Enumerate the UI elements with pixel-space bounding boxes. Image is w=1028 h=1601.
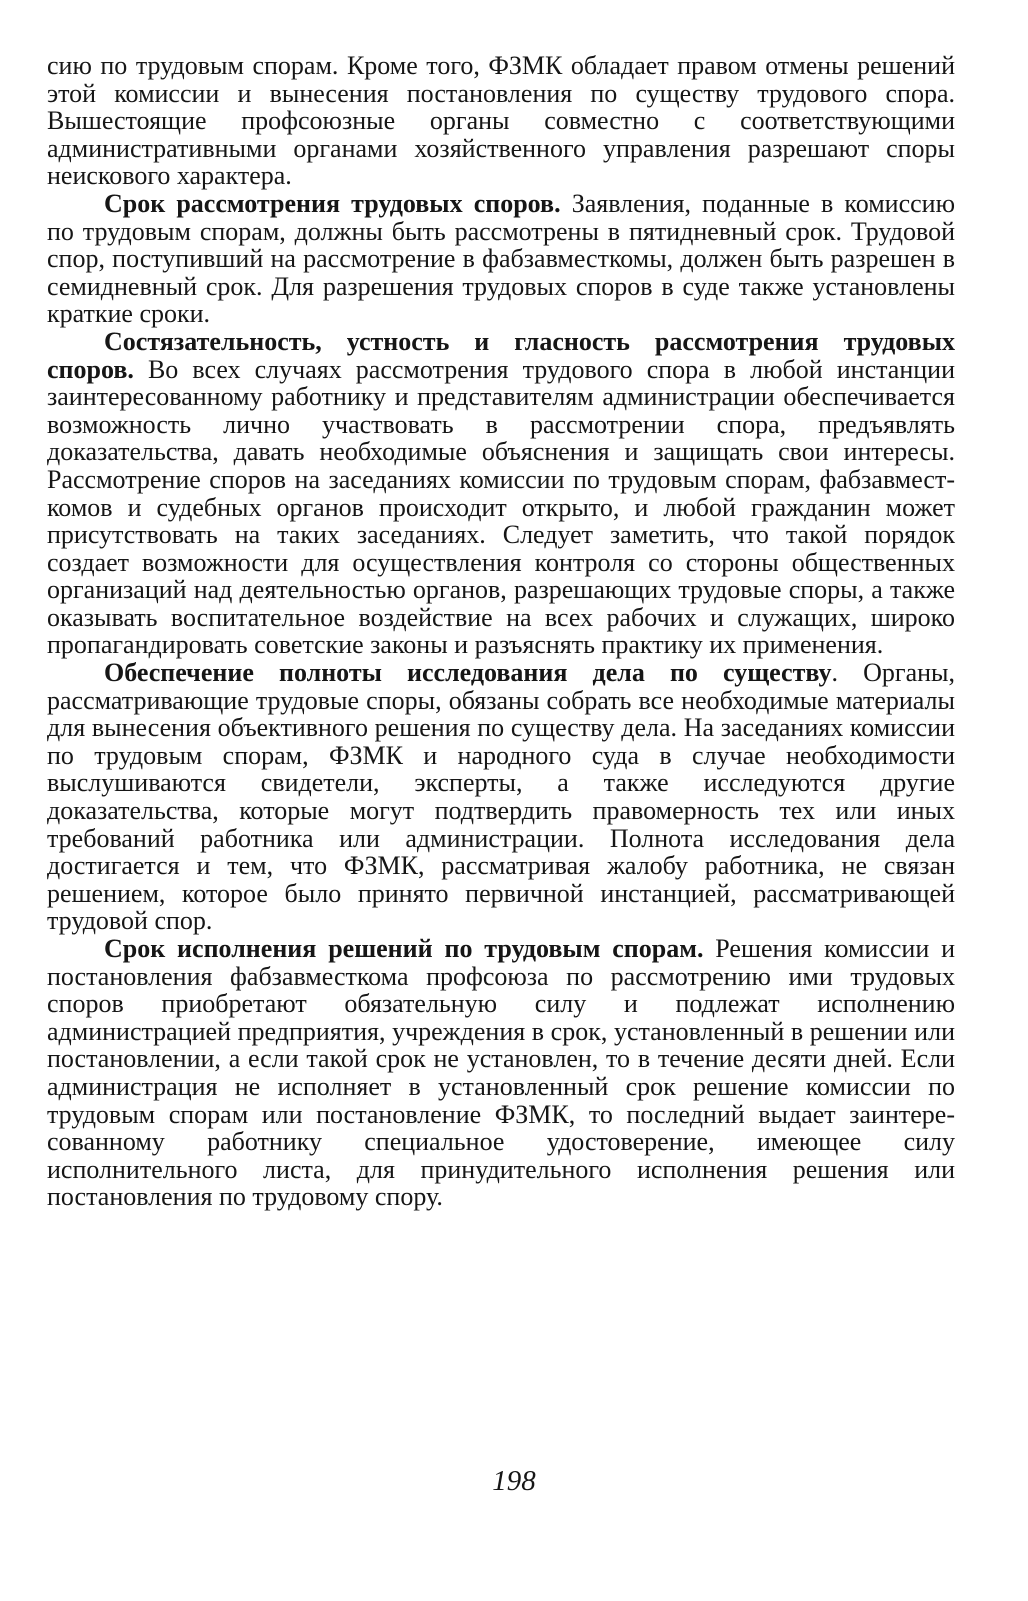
paragraph-text: Заявления, поданные в комиссию по трудовым спорам, должны быть рассмотрены в пятидневный срок. Трудовой спор, поступивший на рассмотрение в фабзавместкомы, должен быть разрешен в семидневный срок. Для разрешения трудовых споров в суде также установлены краткие сроки. [47, 188, 955, 329]
paragraph-heading: Срок исполнения решений по трудовым спорам. [104, 934, 704, 963]
paragraph-review-term [47, 190, 955, 328]
paragraph-heading: Состязательность, устность и гласность рассмотрения трудовых споров. [47, 326, 955, 384]
paragraph-heading: Обеспечение полноты исследования дела по существу [104, 658, 832, 688]
paragraph-execution-term [47, 935, 955, 1211]
paragraph-text: . Органы, рассматривающие трудовые споры, обязаны собрать все необходимые материалы для вынесения объективного решения по существу дела. На заседаниях комиссии по трудовым спорам, ФЗМК и народного суда в случае необходимости выслушиваются свидетели, эксперты, а также исследуются другие доказательства, которые могут подтвердить правомерность тех или иных требований работника или администрации. Полнота исследования дела достигается и тем, что ФЗМК, рассматривая жалобу работника, не связан решением, которое было принято первичной инстанцией, рассматривающей трудовой спор. [47, 658, 955, 936]
paragraph-adversarial-hearing [47, 328, 955, 659]
paragraph-heading: Срок рассмотрения трудовых споров. [104, 188, 561, 218]
paragraph-text: Решения комиссии и постановления фабзавместкома профсоюза по рассмотрению ими трудовых споров приобретают обязательную силу и подлежат исполнению администрацией предприятия, учреждения в срок, установленный в решении или постановлении, а если такой срок не установлен, то в течение десяти дней. Если администрация не исполняет в установленный срок решение комиссии по трудовым спорам или постановление ФЗМК, то последний выдает заинтересованному работнику специальное удостоверение, имеющее силу исполнительного листа, для принудительного исполнения решения или постановления по трудовому спору. [47, 934, 955, 1212]
paragraph-text: сию по трудовым спорам. Кроме того, ФЗМК обладает правом отмены решений этой комиссии и вынесения постановления по существу трудового спора. Вышестоящие профсоюзные органы совместно с соответствующими административными органами хозяйственного управления разрешают споры неискового характера. [47, 51, 955, 191]
paragraph-completeness [47, 659, 955, 935]
paragraph-text: Во всех случаях рассмотрения трудового спора в любой инстанции заинтересованному работнику и представителям администрации обеспечивается возможность лично участвовать в рассмотрении спора, предъявлять доказательства, давать необходимые объяснения и защищать свои интересы. Рассмотрение споров на заседаниях комиссии по трудовым спорам, фабзавместкомов и судебных органов происходит открыто, и любой гражданин может присутствовать на таких заседаниях. Следует заметить, что такой порядок создает возможности для осуществления контроля со стороны общественных организаций над деятельностью органов, разрешающих трудовые споры, а также оказывать воспитательное воздействие на всех рабочих и служащих, широко пропагандировать советские законы и разъяснять практику их применения. [47, 354, 955, 660]
paragraph-continuation [47, 52, 955, 190]
page-number: 198 [492, 1465, 536, 1497]
page-body [47, 52, 955, 1211]
